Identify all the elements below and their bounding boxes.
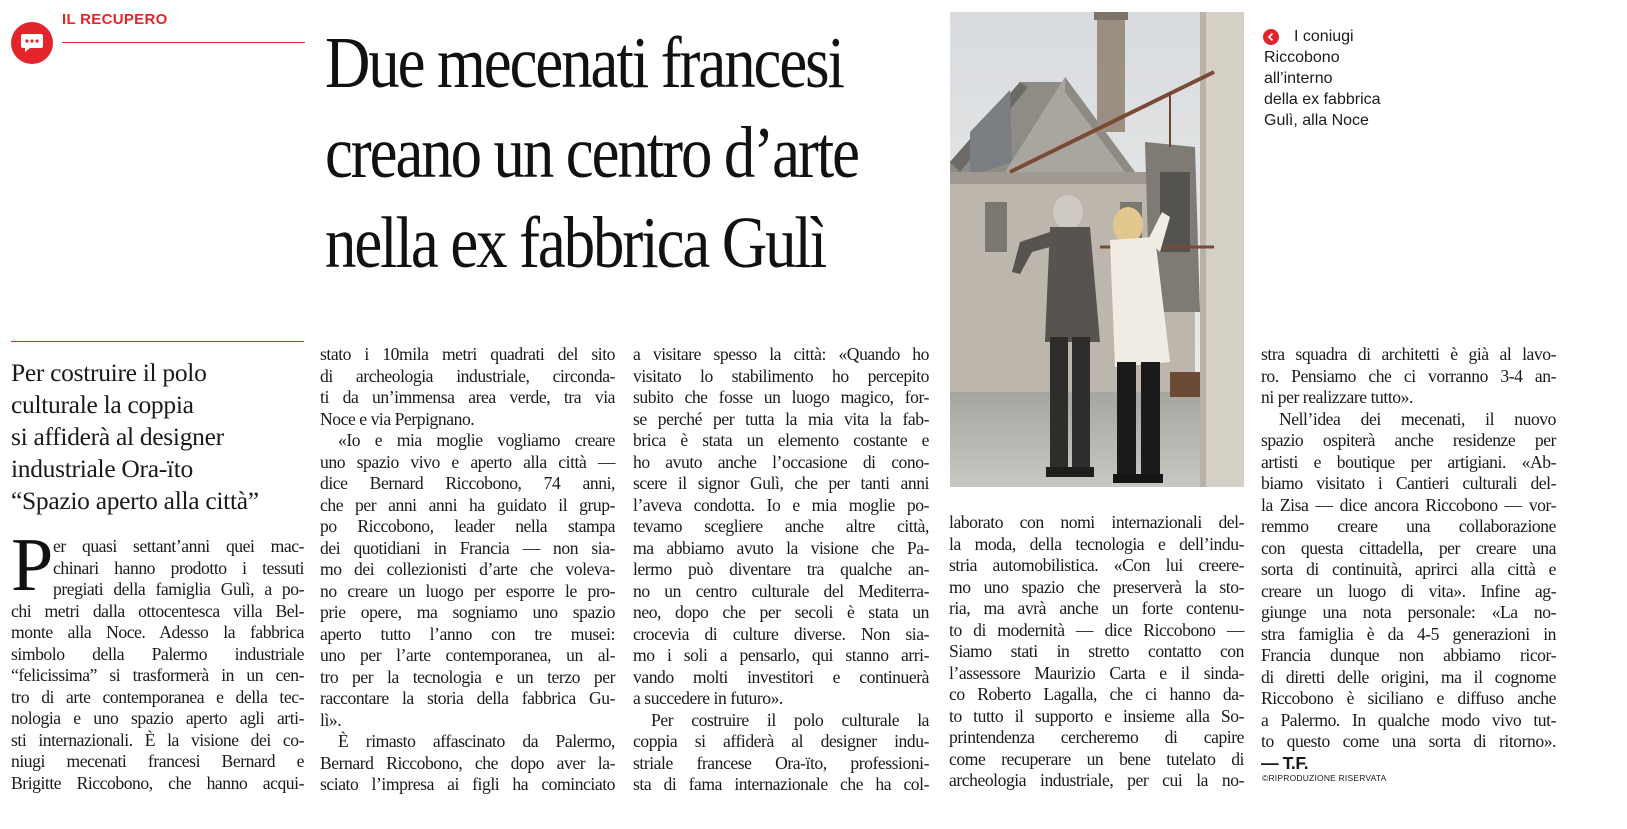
body-line: po Riccobono, leader nella stampa (320, 516, 615, 536)
body-line: “felicissima” si trasformerà in un cen- (11, 665, 304, 685)
body-line: come recuperare un bene tutelato di (949, 748, 1244, 769)
body-line: stra famiglia è da 4-5 generazioni in (1261, 623, 1556, 644)
subheadline-line: culturale la coppia (11, 390, 194, 419)
body-line: a visitare spesso la città: «Quando ho (633, 344, 929, 364)
photo-riccobono-factory (950, 12, 1244, 487)
subheadline (11, 357, 311, 517)
body-line: di diretti delle origini, ma il cognome (1261, 666, 1556, 687)
body-line: chinari hanno prodotto i tessuti (53, 557, 304, 578)
body-line: scere il signor Gulì, che per tanti anni (633, 473, 929, 493)
body-line: brica è stata un elemento costante e (633, 430, 929, 450)
body-line: stria automobilistica. «Con lui creere- (949, 555, 1244, 575)
body-line: ti da un’immensa area verde, tra via (320, 387, 615, 407)
body-line: ma abbiamo avuto la visione che Pa- (633, 537, 929, 558)
body-line: prie opere, ma sogniamo uno spazio (320, 602, 615, 622)
body-line: monte alla Noce. Adesso la fabbrica (11, 622, 304, 642)
subheadline-line: Per costruire il polo (11, 358, 207, 387)
body-line: archeologia industriale, per cui la no- (949, 770, 1244, 790)
body-line: dice Bernard Riccobono, 74 anni, (320, 473, 615, 493)
caption-line: della ex fabbrica (1264, 91, 1381, 108)
body-line: remmo creare una collaborazione (1261, 516, 1556, 536)
subheadline-line: industriale Ora-ïto (11, 454, 193, 483)
headline-line: creano un centro d’arte (325, 112, 858, 193)
author-signature: — T.F. (1261, 752, 1309, 773)
body-line: uno per l’arte contemporanea, un al- (320, 645, 615, 665)
body-line: dei quotidiani in Francia — non sia- (320, 537, 615, 558)
body-line: er quasi settant’anni quei mac- (53, 536, 304, 556)
body-line: nologia e uno spazio aperto agli arti- (11, 708, 304, 728)
body-line: lermo può diventare tra qualche an- (633, 559, 929, 579)
body-line: ria, ma avrà anche un forte contenu- (949, 598, 1244, 618)
article-column-4 (949, 512, 1244, 792)
body-line: chi metri dalla ottocentesca villa Bel- (11, 600, 304, 621)
body-line: striale francese Ora-ïto, professioni- (633, 752, 929, 773)
body-line: sorta di continuità, aprirci alla città e (1261, 559, 1556, 579)
body-line: mo dei collezionisti d’arte che voleva- (320, 559, 615, 579)
body-line: a succedere in futuro». (633, 688, 783, 708)
section-label: IL RECUPERO (62, 11, 168, 28)
body-line: Brigitte Riccobono, che hanno acqui- (11, 772, 304, 793)
section-divider (62, 42, 305, 43)
body-line: Siamo stati in stretto contatto con (949, 641, 1244, 661)
body-line: uno spazio vivo e aperto alla città — (320, 451, 615, 472)
body-line: sta di fama internazionale che ha col- (633, 774, 929, 794)
body-line: di archeologia industriale, circonda- (320, 365, 615, 386)
body-line: ni per realizzare tutto». (1261, 387, 1413, 407)
headline (325, 18, 858, 288)
body-line: Per costruire il polo culturale la (651, 709, 929, 730)
body-line: tro di arte contemporanea e della tec- (11, 686, 304, 707)
body-line: l’assessore Maurizio Carta e il sinda- (949, 662, 1244, 683)
caption-line: all’interno (1264, 70, 1333, 87)
body-line: creare un luogo di vita». Infine ag- (1261, 580, 1556, 601)
subheadline-divider (11, 341, 304, 342)
body-line: con questa cittadella, per creare una (1261, 537, 1556, 558)
body-line: no un centro culturale del Mediterra- (633, 580, 929, 601)
body-line: coppia si affiderà al designer indu- (633, 731, 929, 751)
body-line: visitato lo stabilimento ho percepito (633, 365, 929, 386)
body-line: lì». (320, 709, 342, 730)
body-line: la moda, della tecnologia e dell’indu- (949, 533, 1244, 554)
body-line: spazio ospiterà anche residenze per (1261, 430, 1556, 450)
body-line: crocevia di culture diverse. Non sia- (633, 623, 929, 644)
subheadline-line: “Spazio aperto alla città” (11, 486, 259, 515)
article-column-2 (320, 344, 615, 796)
body-line: pregiati della famiglia Gulì, a po- (53, 579, 304, 599)
body-line: biamo visitato i Cantieri culturali del- (1261, 473, 1556, 493)
body-line: Francia dunque non abbiamo ricor- (1261, 645, 1556, 665)
body-line: subito che fosse un luogo magico, for- (633, 387, 929, 407)
body-line: neo, dopo che per secoli è stata un (633, 602, 929, 622)
body-line: Noce e via Perpignano. (320, 408, 475, 429)
body-line: stato i 10mila metri quadrati del sito (320, 344, 615, 364)
body-line: ro. Pensiamo che ci vorranno 3-4 an- (1261, 365, 1556, 386)
body-line: giunge una nota personale: «La no- (1261, 602, 1556, 622)
body-line: co Roberto Lagalla, che ci hanno da- (949, 684, 1244, 704)
body-line: aperto tutto l’anno con tre musei: (320, 623, 615, 644)
body-line: se perché per tutta la mia vita la fab- (633, 408, 929, 429)
body-line: ho avuto anche l’occasione di cono- (633, 451, 929, 472)
body-line: «Io e mia moglie vogliamo creare (338, 430, 615, 450)
body-line: Bernard Riccobono, che dopo aver la- (320, 752, 615, 773)
speech-bubble-icon (11, 22, 53, 64)
photo-caption (1264, 26, 1454, 131)
body-line: l’aveva condotta. Io e mia moglie po- (633, 494, 929, 515)
body-line: niugi mecenati francesi Bernard e (11, 751, 304, 771)
body-line: tevamo scegliere anche altre città, (633, 516, 929, 536)
body-line: to tutto il supporto e insieme alla So- (949, 705, 1244, 726)
body-line: mo i soli a pensarlo, qui stanno arri- (633, 645, 929, 665)
body-line: È rimasto affascinato da Palermo, (338, 731, 615, 751)
body-line: laborato con nomi internazionali del- (949, 512, 1244, 532)
caption-line: Riccobono (1264, 49, 1340, 66)
caption-line: I coniugi (1294, 28, 1354, 45)
body-line: Nell’idea dei mecenati, il nuovo (1279, 408, 1556, 429)
body-line: a Palermo. In qualche modo vivo tut- (1261, 709, 1556, 730)
drop-cap: P (11, 523, 53, 607)
body-line: tro per la tecnologia e un terzo per (320, 666, 615, 687)
body-line: artisti e boutique per artigiani. «Ab- (1261, 451, 1556, 472)
body-line: simbolo della Palermo industriale (11, 643, 304, 664)
body-line: no creare un luogo per esporre le pro- (320, 580, 615, 601)
headline-line: Due mecenati francesi (325, 22, 843, 103)
subheadline-line: si affiderà al designer (11, 422, 224, 451)
body-line: Riccobono è siciliano e diffuso anche (1261, 688, 1556, 708)
caption-line: Gulì, alla Noce (1264, 112, 1369, 129)
copyright-notice: ©RIPRODUZIONE RISERVATA (1262, 773, 1387, 783)
article-column-5 (1261, 344, 1556, 774)
article-column-3 (633, 344, 929, 796)
article-column-1 (11, 523, 304, 794)
body-line: raccontare la storia della fabbrica Gu- (320, 688, 615, 708)
body-line: sti internazionali. È la visione dei co- (11, 729, 304, 750)
headline-line: nella ex fabbrica Gulì (325, 202, 826, 283)
body-line: la Zisa — dice ancora Riccobono — vor- (1261, 494, 1556, 515)
body-line: sciato l’impresa ai figli ha cominciato (320, 774, 615, 794)
body-line: to questo come una sorta di ritorno». (1261, 731, 1556, 751)
body-line: to di modernità — dice Riccobono — (949, 619, 1244, 640)
body-line: printendenza cercheremo di capire (949, 727, 1244, 747)
body-line: mo uno spazio che preserverà la sto- (949, 576, 1244, 597)
body-line: stra squadra di architetti è già al lavo- (1261, 344, 1556, 364)
body-line: che per anni anni ha guidato il grup- (320, 494, 615, 515)
body-line: vando molti investitori e continuerà (633, 666, 929, 687)
